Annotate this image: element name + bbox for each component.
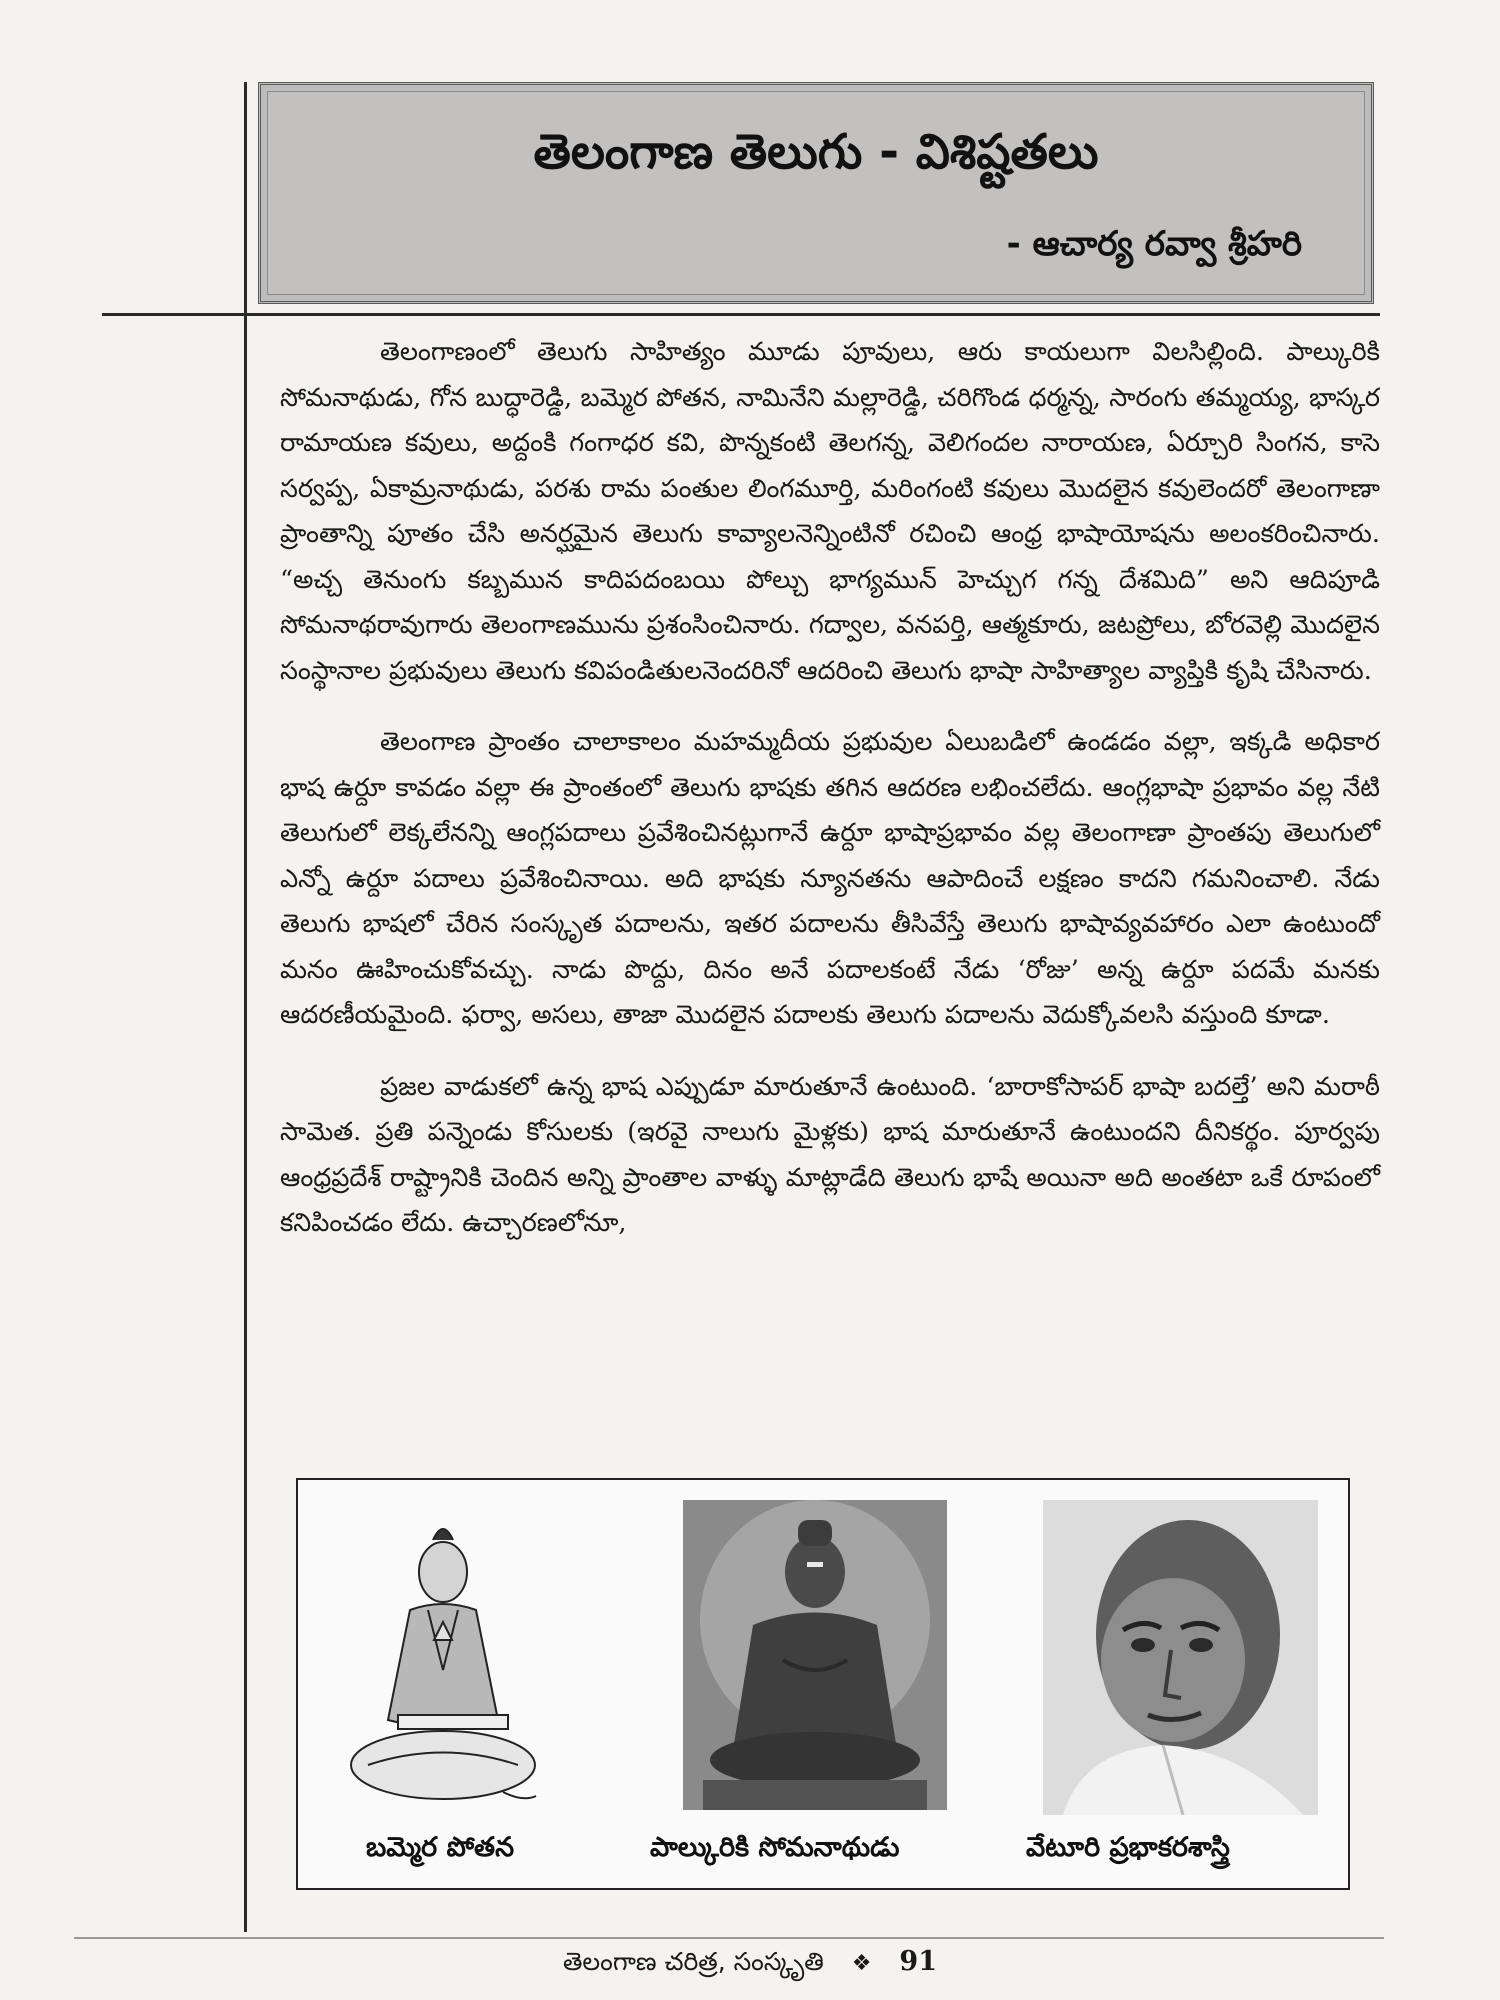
caption-prabhakara-sastri: వేటూరి ప్రభాకరశాస్త్రి [1026, 1832, 1230, 1863]
page-number: 91 [899, 1946, 937, 1977]
portraits-figure [296, 1478, 1350, 1890]
caption-somanathudu: పాల్కురికి సోమనాథుడు [650, 1832, 900, 1863]
page-footer [0, 1946, 1500, 1983]
footer-rule [74, 1937, 1384, 1939]
article-author: - ఆచార్య రవ్వా శ్రీహరి [1006, 224, 1302, 264]
portrait-prabhakara-sastri [1043, 1500, 1318, 1815]
somanathudu-statue-photo [683, 1500, 947, 1810]
caption-pothana: బమ్మెర పోతన [366, 1832, 515, 1863]
paragraph-3: ప్రజల వాడుకలో ఉన్న భాష ఎప్పుడూ మారుతూనే ఉంటుంది. ‘బారాకోసాపర్ భాషా బదల్తే’ అని మరాఠీ సామెత. ప్రతి పన్నెండు కోసులకు (ఇరవై నాలుగు మైళ్లకు) భాష మారుతూనే ఉంటుందని దీనికర్థం. పూర్వపు ఆంధ్రప్రదేశ్ రాష్ట్రానికి చెందిన అన్ని ప్రాంతాల వాళ్ళు మాట్లాడేది తెలుగు భాషే అయినా అది అంతటా ఒకే రూపంలో కనిపించడం లేదు. ఉచ్చారణలోనూ, [280, 1071, 1380, 1238]
footer-book-title: తెలంగాణ చరిత్ర, సంస్కృతి [562, 1947, 824, 1976]
article-title: తెలంగాణ తెలుగు - విశిష్టతలు [533, 124, 1099, 180]
prabhakara-sastri-photo [1043, 1500, 1318, 1815]
pothana-drawing [338, 1510, 548, 1820]
article-body [280, 330, 1380, 1273]
portrait-pothana [338, 1510, 548, 1820]
title-horizontal-rule [102, 313, 1380, 316]
footer-separator-icon: ❖ [851, 1951, 872, 1976]
paragraph-2: తెలంగాణ ప్రాంతం చాలాకాలం మహమ్మదీయ ప్రభువుల ఏలుబడిలో ఉండడం వల్లా, ఇక్కడి అధికార భాష ఉర్దూ కావడం వల్లా ఈ ప్రాంతంలో తెలుగు భాషకు తగిన ఆదరణ లభించలేదు. ఆంగ్లభాషా ప్రభావం వల్ల నేటి తెలుగులో లెక్కలేనన్ని ఆంగ్లపదాలు ప్రవేశించినట్లుగానే ఉర్దూ భాషాప్రభావం వల్ల తెలంగాణా ప్రాంతపు తెలుగులో ఎన్నో ఉర్దూ పదాలు ప్రవేశించినాయి. అది భాషకు న్యూనతను ఆపాదించే లక్షణం కాదని గమనించాలి. నేడు తెలుగు భాషలో చేరిన సంస్కృత పదాలను, ఇతర పదాలను తీసివేస్తే తెలుగు భాషావ్యవహారం ఎలా ఉంటుందో మనం ఊహించుకోవచ్చు. నాడు పొద్దు, దినం అనే పదాలకంటే నేడు ‘రోజు’ అన్న ఉర్దూ పదమే మనకు ఆదరణీయమైంది. ఫర్వా, అసలు, తాజా మొదలైన పదాలకు తెలుగు పదాలను వెదుక్కోవలసి వస్తుంది కూడా. [280, 727, 1380, 1030]
portrait-somanathudu [683, 1500, 947, 1810]
margin-vertical-rule [244, 82, 247, 1932]
title-box [258, 82, 1374, 304]
title-box-inner [267, 91, 1365, 295]
paragraph-1: తెలంగాణంలో తెలుగు సాహిత్యం మూడు పూవులు, ఆరు కాయలుగా విలసిల్లింది. పాల్కురికి సోమనాథుడు, గోన బుద్ధారెడ్డి, బమ్మెర పోతన, నామినేని మల్లారెడ్డి, చరిగొండ ధర్మన్న, సారంగు తమ్మయ్య, భాస్కర రామాయణ కవులు, అద్దంకి గంగాధర కవి, పొన్నకంటి తెలగన్న, వెలిగందల నారాయణ, ఏర్చూరి సింగన, కాసె సర్వప్ప, ఏకామ్రనాథుడు, పరశు రామ పంతుల లింగమూర్తి, మరింగంటి కవులు మొదలైన కవులెందరో తెలంగాణా ప్రాంతాన్ని పూతం చేసి అనర్ఘమైన తెలుగు కావ్యాలనెన్నింటినో రచించి ఆంధ్ర భాషాయోషను అలంకరించినారు. “అచ్చ తెనుంగు కబ్బమున కాదిపదంబయి పోల్చు భాగ్యమున్ హెచ్చుగ గన్న దేశమిది” అని ఆదిపూడి సోమనాథరావుగారు తెలంగాణమును ప్రశంసించినారు. గద్వాల, వనపర్తి, ఆత్మకూరు, జటప్రోలు, బోరవెల్లి మొదలైన సంస్థానాల ప్రభువులు తెలుగు కవిపండితులనెందరినో ఆదరించి తెలుగు భాషా సాహిత్యాల వ్యాప్తికి కృషి చేసినారు. [280, 337, 1380, 686]
